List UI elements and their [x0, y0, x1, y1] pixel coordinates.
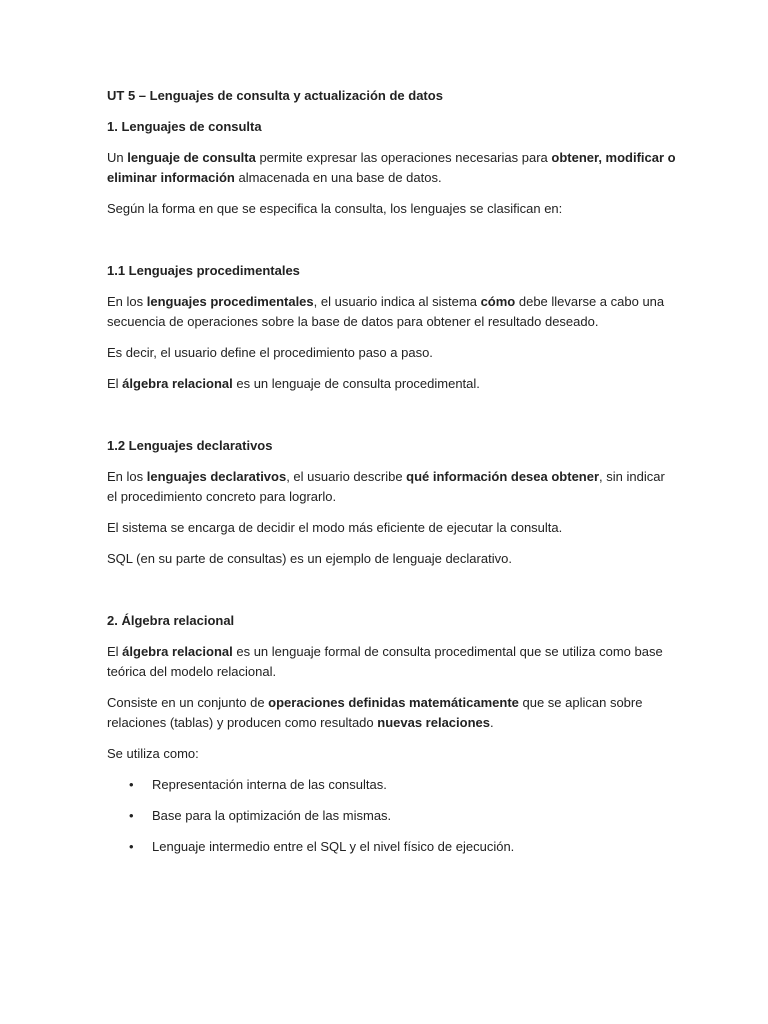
section-2-heading: 2. Álgebra relacional: [107, 613, 235, 628]
bullet-icon: •: [129, 808, 134, 823]
section-1-1-paragraph-3: El álgebra relacional es un lenguaje de consulta procedimental.: [107, 376, 480, 391]
section-2-paragraph-1: El álgebra relacional es un lenguaje formal de consulta procedimental que se utiliza como base teórica del modelo relacional.: [107, 644, 663, 679]
list-item: • Base para la optimización de las mismas.: [107, 806, 677, 826]
section-1-paragraph-2: Según la forma en que se especifica la consulta, los lenguajes se clasifican en:: [107, 201, 563, 216]
section-1-1-paragraph-2: Es decir, el usuario define el procedimiento paso a paso.: [107, 345, 433, 360]
uses-list: [107, 775, 677, 857]
section-1-1-heading: 1.1 Lenguajes procedimentales: [107, 263, 300, 278]
section-1-2-paragraph-3: SQL (en su parte de consultas) es un ejemplo de lenguaje declarativo.: [107, 551, 512, 566]
document-body: [107, 86, 677, 868]
section-2-paragraph-2: Consiste en un conjunto de operaciones definidas matemáticamente que se aplican sobre relaciones (tablas) y producen como resultado nuevas relaciones.: [107, 695, 643, 730]
section-1-2-paragraph-1: En los lenguajes declarativos, el usuario describe qué información desea obtener, sin indicar el procedimiento concreto para lograrlo.: [107, 469, 665, 504]
section-1-1-paragraph-1: En los lenguajes procedimentales, el usuario indica al sistema cómo debe llevarse a cabo una secuencia de operaciones sobre la base de datos para obtener el resultado deseado.: [107, 294, 665, 329]
list-item: • Representación interna de las consultas.: [107, 775, 677, 795]
section-1-heading: 1. Lenguajes de consulta: [107, 119, 262, 134]
section-1-2-heading: 1.2 Lenguajes declarativos: [107, 438, 273, 453]
bullet-icon: •: [129, 777, 134, 792]
list-item: • Lenguaje intermedio entre el SQL y el nivel físico de ejecución.: [107, 837, 677, 857]
section-2-paragraph-3: Se utiliza como:: [107, 746, 199, 761]
bullet-icon: •: [129, 839, 134, 854]
document-title: UT 5 – Lenguajes de consulta y actualización de datos: [107, 88, 443, 103]
section-1-paragraph-1: Un lenguaje de consulta permite expresar las operaciones necesarias para obtener, modificar o eliminar información almacenada en una base de datos.: [107, 150, 676, 185]
section-1-2-paragraph-2: El sistema se encarga de decidir el modo más eficiente de ejecutar la consulta.: [107, 520, 563, 535]
